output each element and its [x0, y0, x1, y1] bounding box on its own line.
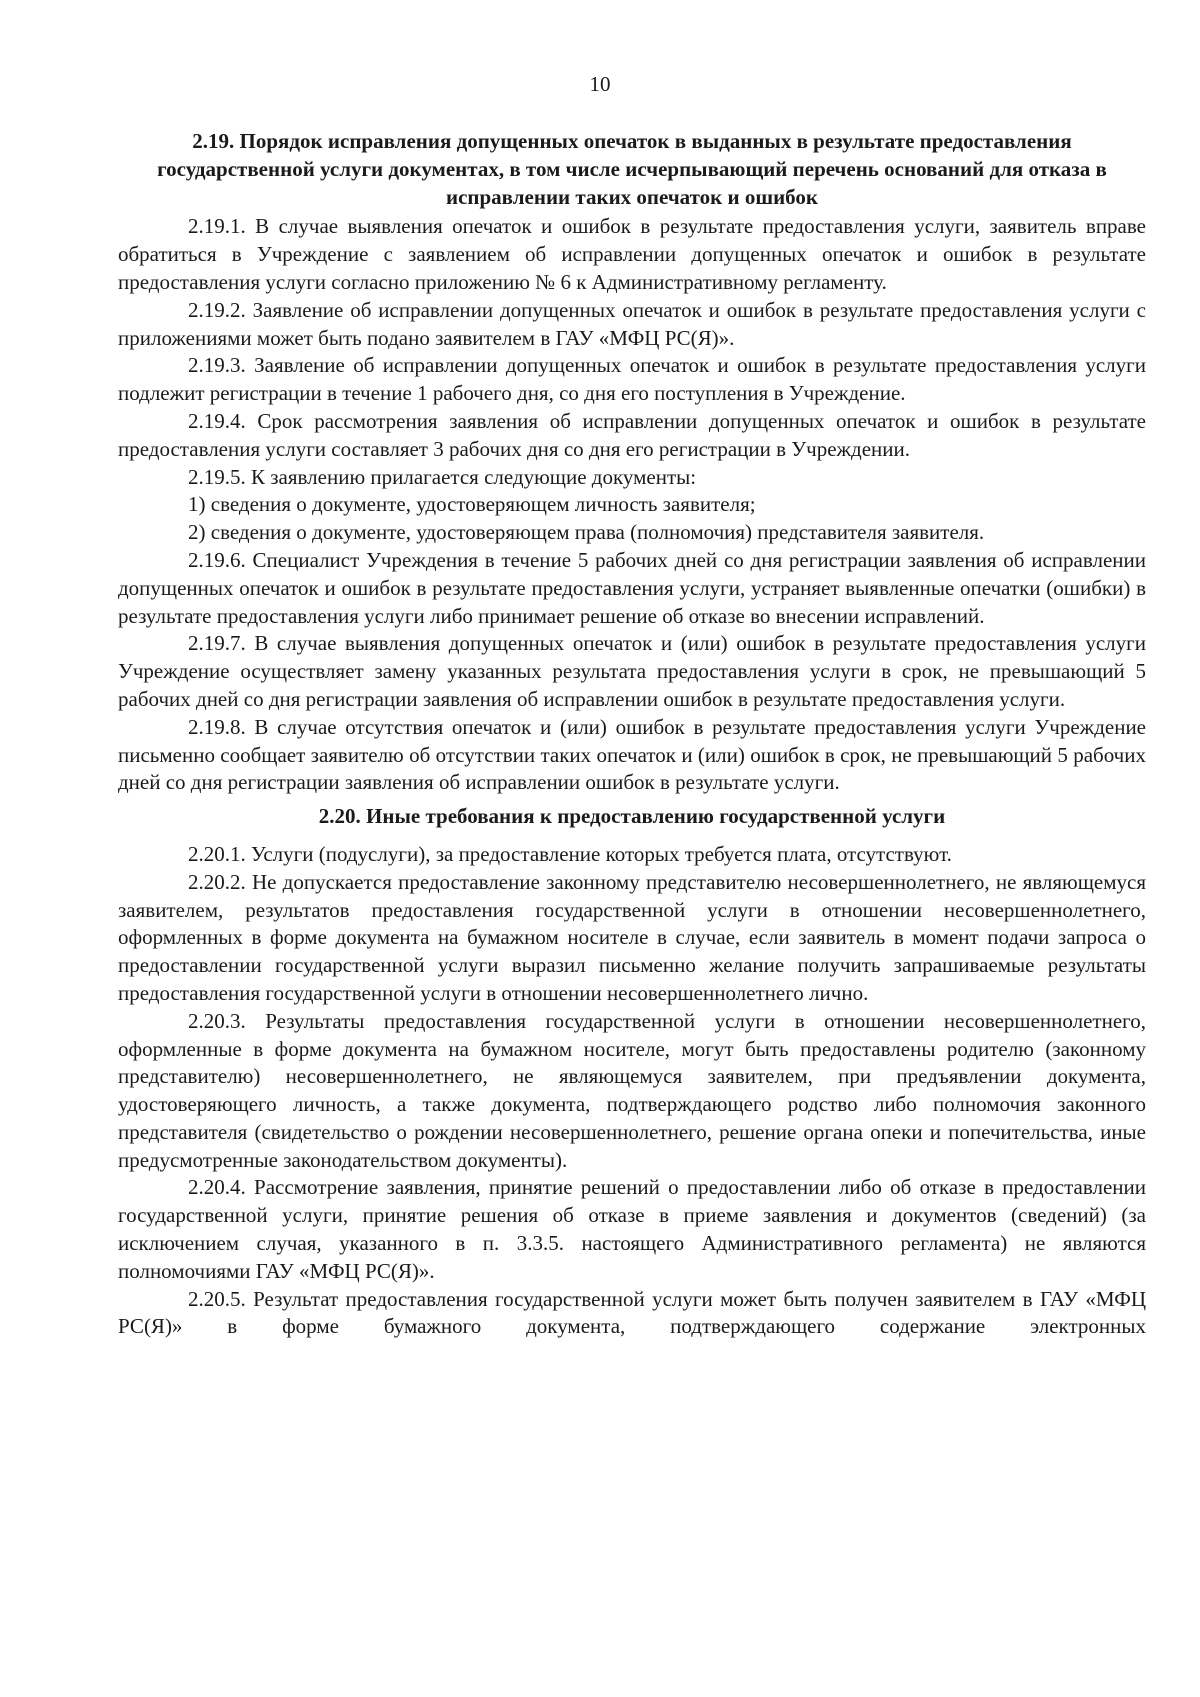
paragraph-2-19-8: 2.19.8. В случае отсутствия опечаток и (или) ошибок в результате предоставления услуги Учреждение письменно сообщает заявителю об отсутствии таких опечаток и (или) ошибок в срок, не превышающий 5 рабочих дней со дня регистрации заявления об исправлении ошибок в результате услуги. — [118, 714, 1146, 795]
list-item-2: 2) сведения о документе, удостоверяющем права (полномочия) представителя заявителя. — [188, 520, 985, 545]
page-content — [118, 128, 1146, 1341]
paragraph-2-19-5: 2.19.5. К заявлению прилагается следующие документы: — [188, 464, 697, 489]
paragraph-2-19-2: 2.19.2. Заявление об исправлении допущенных опечаток и ошибок в результате предоставления услуги с приложениями может быть подано заявителем в ГАУ «МФЦ РС(Я)». — [118, 297, 1146, 350]
paragraph-2-20-4: 2.20.4. Рассмотрение заявления, принятие решений о предоставлении либо об отказе в предоставлении государственной услуги, принятие решения об отказе в приеме заявления и документов (сведений) (за исключением случая, указанного в п. 3.3.5. настоящего Административного регламента) не являются полномочиями ГАУ «МФЦ РС(Я)». — [118, 1175, 1146, 1283]
paragraph-2-19-4: 2.19.4. Срок рассмотрения заявления об исправлении допущенных опечаток и ошибок в результате предоставления услуги составляет 3 рабочих дня со дня его регистрации в Учреждении. — [118, 408, 1146, 461]
list-item-1: 1) сведения о документе, удостоверяющем личность заявителя; — [188, 492, 756, 517]
paragraph-2-20-2: 2.20.2. Не допускается предоставление законному представителю несовершеннолетнего, не являющемуся заявителем, результатов предоставления государственной услуги в отношении несовершеннолетнего, оформленных в форме документа на бумажном носителе в случае, если заявитель в момент подачи запроса о предоставлении государственной услуги выразил письменно желание получить запрашиваемые результаты предоставления государственной услуги в отношении несовершеннолетнего лично. — [118, 869, 1146, 1005]
paragraph-2-20-1: 2.20.1. Услуги (подуслуги), за предоставление которых требуется плата, отсутствуют. — [188, 841, 952, 866]
paragraph-2-19-3: 2.19.3. Заявление об исправлении допущенных опечаток и ошибок в результате предоставления услуги подлежит регистрации в течение 1 рабочего дня, со дня его поступления в Учреждение. — [118, 353, 1146, 406]
paragraph-2-19-6: 2.19.6. Специалист Учреждения в течение 5 рабочих дней со дня регистрации заявления об исправлении допущенных опечаток и ошибок в результате предоставления услуги, устраняет выявленные опечатки (ошибки) в результате предоставления услуги либо принимает решение об отказе во внесении исправлений. — [118, 547, 1146, 628]
section-heading-2-20: 2.20. Иные требования к предоставлению государственной услуги — [318, 804, 946, 829]
paragraph-2-20-3: 2.20.3. Результаты предоставления государственной услуги в отношении несовершеннолетнего, оформленные в форме документа на бумажном носителе, могут быть предоставлены родителю (законному представителю) несовершеннолетнего, не являющемуся заявителем, при предъявлении документа, удостоверяющего личность, а также документа, подтверждающего родство либо полномочия законного представителя (свидетельство о рождении несовершеннолетнего, решение органа опеки и попечительства, иные предусмотренные законодательством документы). — [118, 1008, 1146, 1172]
paragraph-2-19-1: 2.19.1. В случае выявления опечаток и ошибок в результате предоставления услуги, заявитель вправе обратиться в Учреждение с заявлением об исправлении допущенных опечаток и ошибок в результате предоставления услуги согласно приложению № 6 к Административному регламенту. — [118, 214, 1146, 294]
page-number: 10 — [589, 72, 611, 96]
paragraph-2-19-7: 2.19.7. В случае выявления допущенных опечаток и (или) ошибок в результате предоставления услуги Учреждение осуществляет замену указанных результата предоставления услуги в срок, не превышающий 5 рабочих дней со дня регистрации заявления об исправлении ошибок в результате предоставления услуги. — [118, 631, 1146, 711]
paragraph-2-20-5: 2.20.5. Результат предоставления государственной услуги может быть получен заявителем в ГАУ «МФЦ РС(Я)» в форме бумажного документа, подтверждающего содержание электронных — [118, 1286, 1146, 1339]
section-heading-2-19: 2.19. Порядок исправления допущенных опечаток в выданных в результате предоставления государственной услуги документах, в том числе исчерпывающий перечень оснований для отказа в исправлении таких опечаток и ошибок — [157, 129, 1107, 209]
